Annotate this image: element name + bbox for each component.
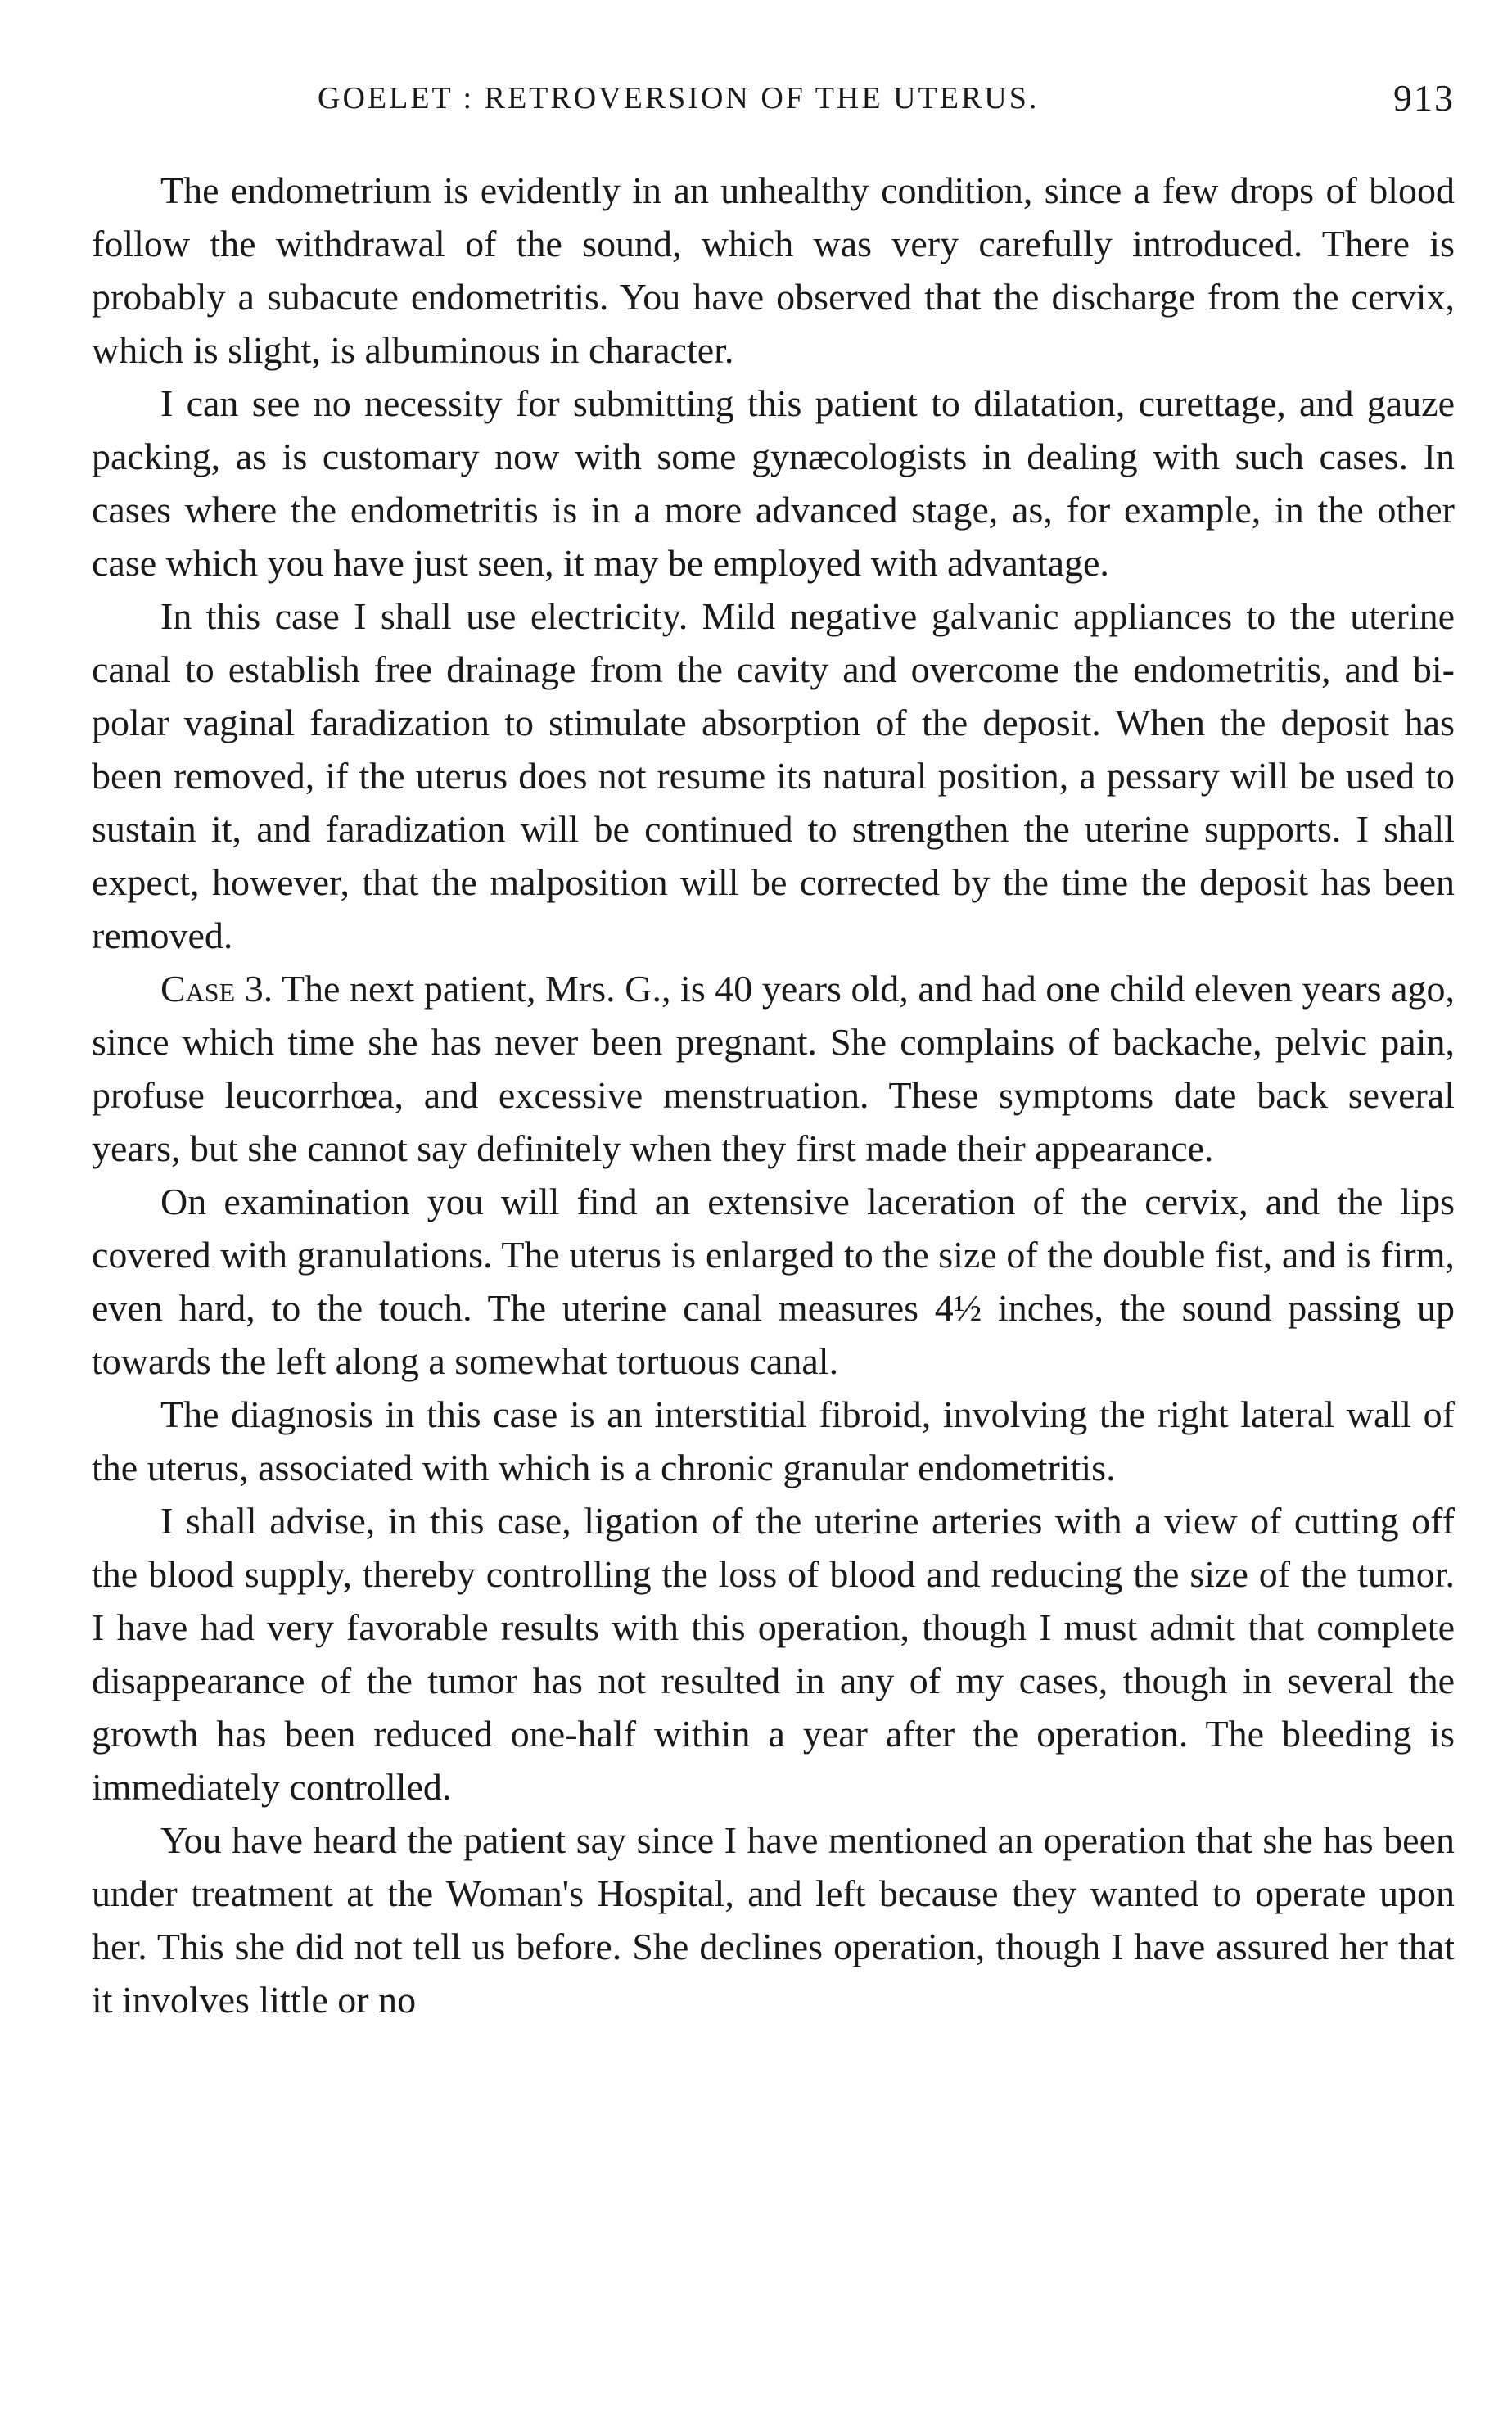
body-text (92, 164, 1455, 2026)
running-head (92, 72, 1455, 124)
paragraph: The endometrium is evidently in an unhealthy condition, since a few drops of blood follow the withdrawal of the sound, which was very carefully introduced. There is probably a subacute endometritis. You have observed that the discharge from the cervix, which is slight, is albuminous in character. (92, 169, 1455, 371)
case-paragraph (92, 962, 1455, 1175)
paragraph: I can see no necessity for submitting this patient to dilatation, curettage, and gauze packing, as is customary now with some gynæcologists in dealing with such cases. In cases where the endometritis is in a more advanced stage, as, for example, in the other case which you have just seen, it may be employed with advantage. (92, 382, 1455, 584)
paragraph: In this case I shall use electricity. Mild negative galvanic appliances to the uterine canal to establish free drainage from the cavity and overcome the endometritis, and bi-polar vaginal faradization to stimulate absorption of the deposit. When the deposit has been removed, if the uterus does not resume its natural position, a pessary will be used to sustain it, and faradization will be continued to strengthen the uterine supports. I shall expect, however, that the malposition will be corrected by the time the deposit has been removed. (92, 595, 1455, 956)
running-title: GOELET : RETROVERSION OF THE UTERUS. (318, 81, 1040, 115)
paragraph-text: The next patient, Mrs. G., is 40 years old, and had one child eleven years ago, since which time she has never been pregnant. She complains of backache, pelvic pain, profuse leucorrhœa, and excessive menstruation. These symptoms date back several years, but she cannot say definitely when they first made their appearance. (92, 968, 1455, 1169)
paragraph: I shall advise, in this case, ligation of the uterine arteries with a view of cutting off the blood supply, thereby controlling the loss of blood and reducing the size of the tumor. I have had very favorable results with this operation, though I must admit that complete disappearance of the tumor has not resulted in any of my cases, though in several the growth has been reduced one-half within a year after the operation. The bleeding is immediately controlled. (92, 1500, 1455, 1808)
paragraph: On examination you will find an extensive laceration of the cervix, and the lips covered with granulations. The uterus is enlarged to the size of the double fist, and is firm, even hard, to the touch. The uterine canal measures 4½ inches, the sound passing up towards the left along a somewhat tortuous canal. (92, 1181, 1455, 1382)
case-heading: Case 3. (160, 968, 273, 1010)
paragraph: You have heard the patient say since I have mentioned an operation that she has been under treatment at the Woman's Hospital, and left because they wanted to operate upon her. This she did not tell us before. She declines operation, though I have assured her that it involves little or no (92, 1819, 1455, 2021)
page-number: 913 (1393, 77, 1455, 119)
paragraph: The diagnosis in this case is an interstitial fibroid, involving the right lateral wall of the uterus, associated with which is a chronic granular endometritis. (92, 1393, 1455, 1488)
